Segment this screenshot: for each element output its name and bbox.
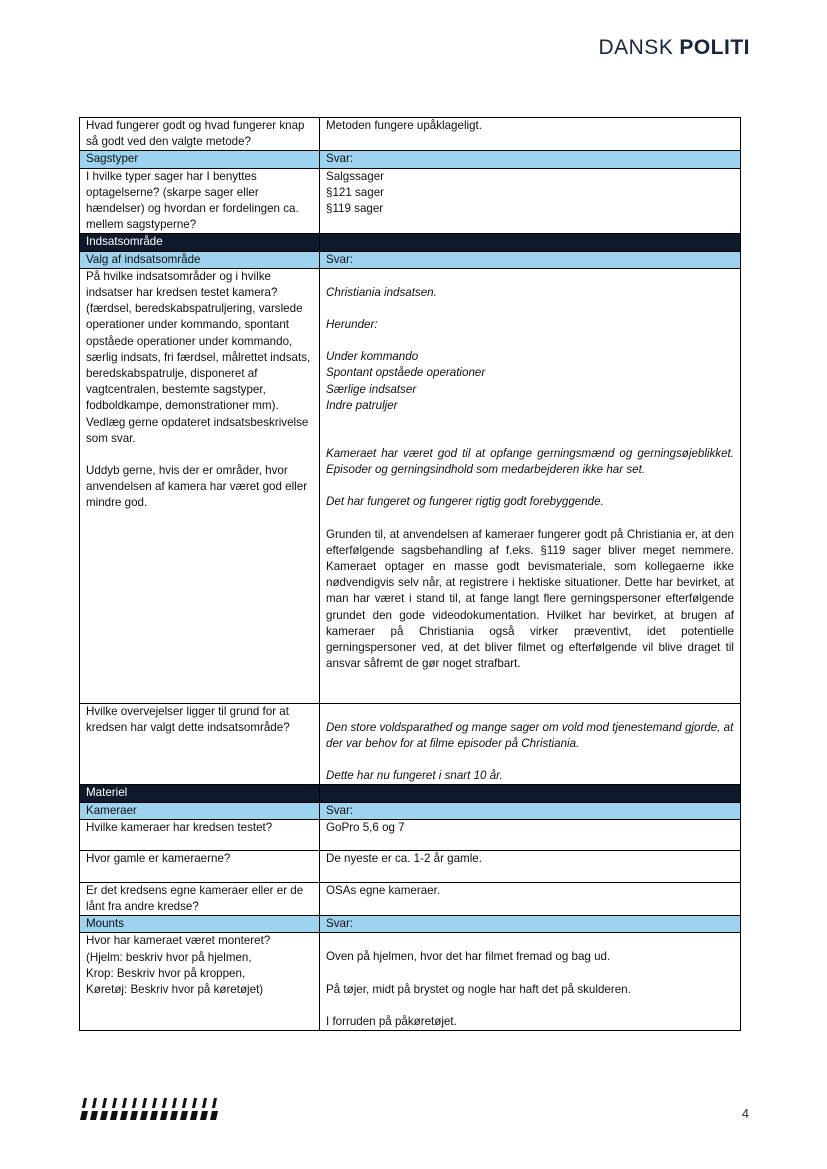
answer-line: Christiania indsatsen. xyxy=(326,285,437,299)
answer-line: Under kommando xyxy=(326,350,419,364)
question-text: På hvilke indsatsområder og i hvilke indsatser har kredsen testet kamera? (færdsel, beredskabspatruljering, varslede operationer under kommando, spontant opståede operationer under kommando, særlig indsats, fri færdsel, målrettet indsats, beredskabspatrulje, disponeret af vagtcentralen, bestemte sagstyper, fodboldkampe, demonstrationer mm). Vedlæg gerne opdateret indsatsbeskrivelse som svar. xyxy=(86,269,311,445)
question-cell: I hvilke typer sager har I benyttes optagelserne? (skarpe sager eller hændelser) og hvordan er fordelingen ca. mellem sagstyperne? xyxy=(80,168,320,234)
question-line: Krop: Beskriv hvor på kroppen, xyxy=(86,966,246,980)
subheader-kameraer: Kameraer xyxy=(80,802,320,819)
question-line: Hvor har kameraet været monteret? xyxy=(86,934,271,948)
answer-cell xyxy=(320,703,741,785)
answer-line: Salgssager xyxy=(326,169,385,183)
answer-line: Særlige indsatser xyxy=(326,382,417,396)
answer-line: §121 sager xyxy=(326,185,385,199)
table-row xyxy=(80,850,741,882)
question-line: (Hjelm: beskriv hvor på hjelmen, xyxy=(86,950,252,964)
question-text: Uddyb gerne, hvis der er områder, hvor anvendelsen af kamera har været god eller mindre god. xyxy=(86,464,308,510)
question-cell: Hvilke kameraer har kredsen testet? xyxy=(80,819,320,850)
questionnaire-table xyxy=(79,117,741,1031)
answer-cell: Metoden fungere upåklageligt. xyxy=(320,118,741,151)
section-empty xyxy=(320,234,741,251)
section-row xyxy=(80,234,741,251)
answer-paragraph: Kameraet har været god til at opfange gerningsmænd og gerningsøjeblikket. Episoder og gerningsindhold som medarbejderen ikke har set. xyxy=(326,447,734,477)
answer-line: Herunder: xyxy=(326,318,378,332)
answer-cell xyxy=(320,268,741,703)
subheader-svar: Svar: xyxy=(320,802,741,819)
brand-logo xyxy=(598,36,750,60)
answer-line: Indre patruljer xyxy=(326,398,398,412)
question-cell: Hvad fungerer godt og hvad fungerer knap så godt ved den valgte metode? xyxy=(80,118,320,151)
answer-line: Oven på hjelmen, hvor det har filmet fremad og bag ud. xyxy=(326,950,611,964)
answer-line: I forruden på påkøretøjet. xyxy=(326,1014,457,1028)
answer-line: Spontant opståede operationer xyxy=(326,366,486,380)
table-row xyxy=(80,703,741,785)
answer-paragraph: Grunden til, at anvendelsen af kameraer fungerer godt på Christiania er, at den efterfølgende sagsbehandling af f.eks. §119 sager bliver meget nemmere. Kameraet optager en masse godt bevismateriale, som kollegaerne ikke nødvendigvis selv når, at registrere i hektiske situationer. Dette har bevirket, at man har været i stand til, at fange langt flere gerningspersoner efterfølgende grundet den gode videodokumentation. Hvilket har bevirket, at brugen af kameraer på Christiania også virker præventivt, idet potentielle gerningspersoner ved, at det bliver filmet og efterfølgende vil blive draget til ansvar såfremt de gør noget strafbart. xyxy=(326,527,734,671)
brand-light: DANSK xyxy=(598,36,674,59)
answer-cell xyxy=(320,168,741,234)
page-number: 4 xyxy=(741,1106,749,1121)
table-row xyxy=(80,268,741,703)
answer-line: Dette har nu fungeret i snart 10 år. xyxy=(326,769,503,783)
answer-line: §119 sager xyxy=(326,202,384,216)
question-line: Køretøj: Beskriv hvor på køretøjet) xyxy=(86,983,264,997)
table-row xyxy=(80,882,741,915)
answer-cell: OSAs egne kameraer. xyxy=(320,882,741,915)
subheader-row xyxy=(80,802,741,819)
section-empty xyxy=(320,785,741,802)
table-row xyxy=(80,819,741,850)
answer-cell: GoPro 5,6 og 7 xyxy=(320,819,741,850)
subheader-svar: Svar: xyxy=(320,916,741,933)
question-cell xyxy=(80,268,320,703)
table-row xyxy=(80,118,741,151)
answer-cell: De nyeste er ca. 1-2 år gamle. xyxy=(320,850,741,882)
subheader-row xyxy=(80,916,741,933)
subheader-row xyxy=(80,151,741,168)
answer-paragraph: Den store voldsparathed og mange sager om vold mod tjenestemand gjorde, at der var behov for at filme episoder på Christiania. xyxy=(326,720,734,751)
section-row xyxy=(80,785,741,802)
table-row xyxy=(80,933,741,1031)
subheader-row xyxy=(80,251,741,268)
subheader-svar: Svar: xyxy=(320,151,741,168)
answer-line: På tøjer, midt på brystet og nogle har haft det på skulderen. xyxy=(326,982,631,996)
brand-bold: POLITI xyxy=(679,36,750,59)
question-cell: Er det kredsens egne kameraer eller er de lånt fra andre kredse? xyxy=(80,882,320,915)
answer-cell xyxy=(320,933,741,1031)
answer-line: Det har fungeret og fungerer rigtig godt forebyggende. xyxy=(326,495,604,509)
section-materiel: Materiel xyxy=(80,785,320,802)
table-row xyxy=(80,168,741,234)
subheader-valg: Valg af indsatsområde xyxy=(80,251,320,268)
question-cell xyxy=(80,933,320,1031)
subheader-svar: Svar: xyxy=(320,251,741,268)
subheader-mounts: Mounts xyxy=(80,916,320,933)
subheader-sagstyper: Sagstyper xyxy=(80,151,320,168)
section-indsatsomraade: Indsatsområde xyxy=(80,234,320,251)
police-stripes-logo xyxy=(80,1096,218,1122)
question-cell: Hvilke overvejelser ligger til grund for at kredsen har valgt dette indsatsområde? xyxy=(80,703,320,785)
question-cell: Hvor gamle er kameraerne? xyxy=(80,850,320,882)
